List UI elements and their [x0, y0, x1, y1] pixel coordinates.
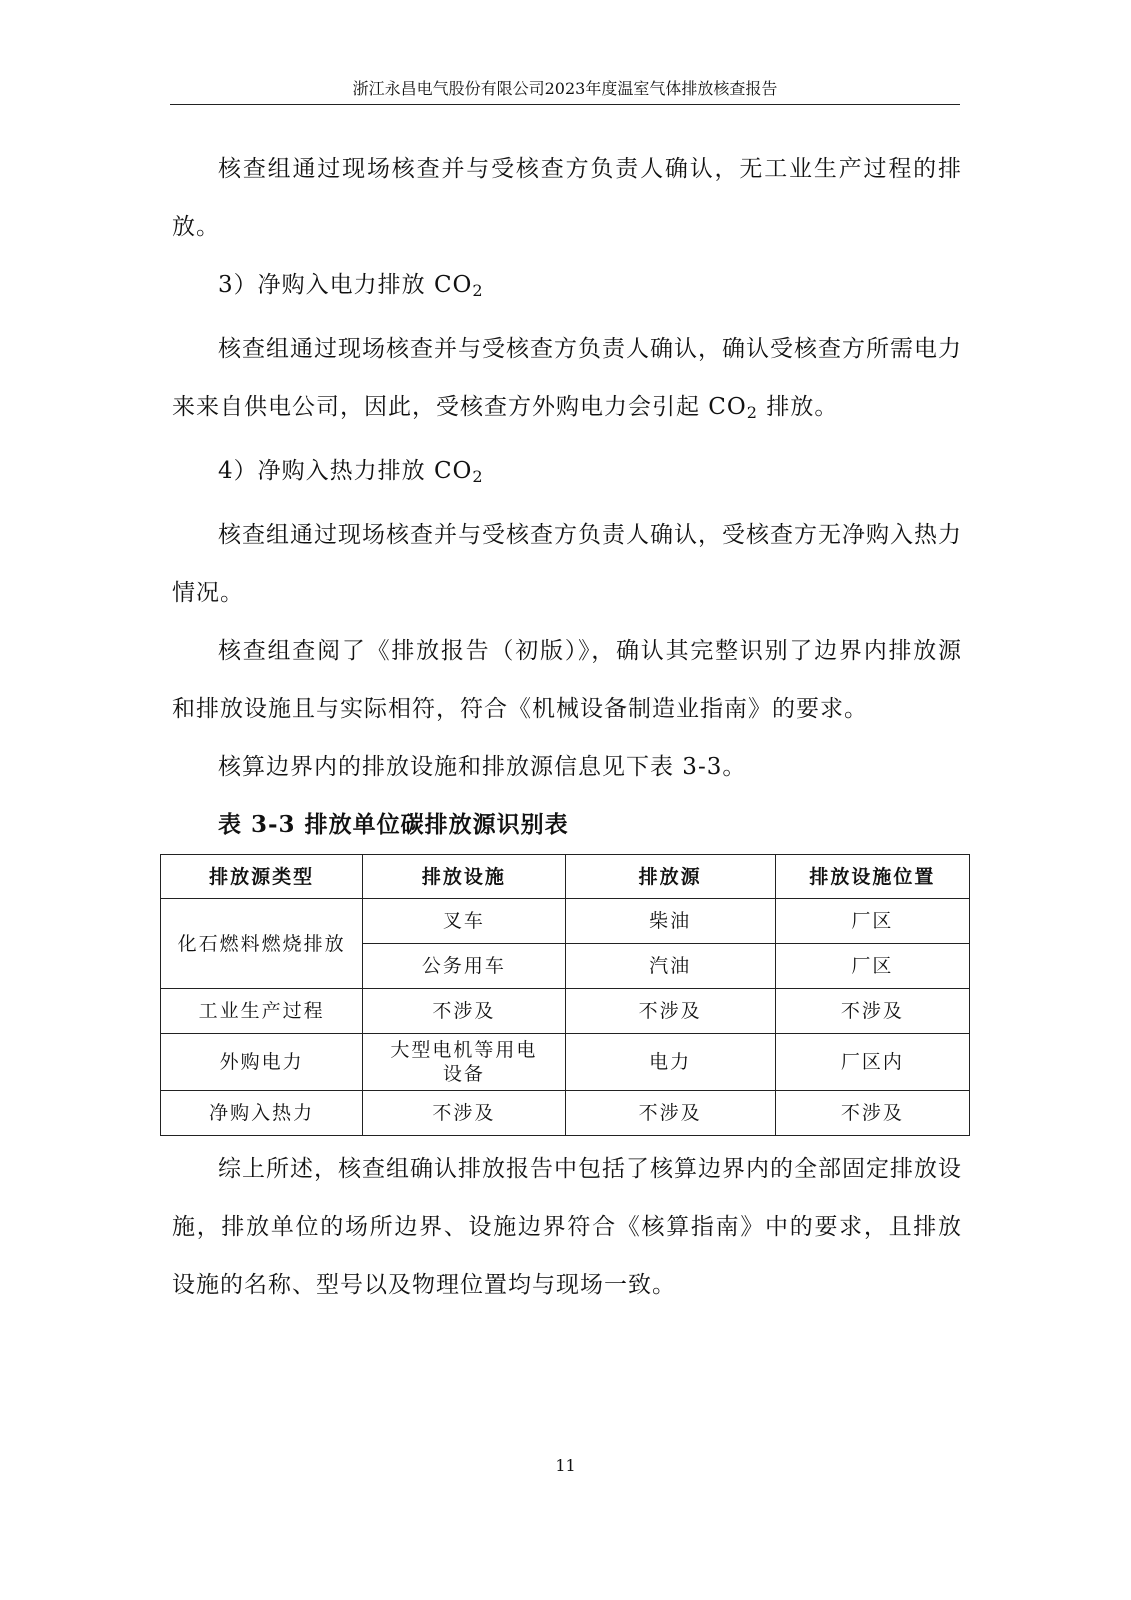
table-cell: 柴油 — [565, 899, 775, 944]
page-number: 11 — [555, 1456, 576, 1475]
paragraph: 核查组通过现场核查并与受核查方负责人确认，确认受核查方所需电力来来自供电公司，因此，受核查方外购电力会引起 $CO_2$ 排放。 — [172, 336, 962, 423]
table-cell: 电力 — [565, 1034, 775, 1091]
paragraph: 综上所述，核查组确认排放报告中包括了核算边界内的全部固定排放设施，排放单位的场所边界、设施边界符合《核算指南》中的要求，且排放设施的名称、型号以及物理位置均与现场一致。 — [172, 1156, 962, 1299]
emission-source-table — [160, 854, 970, 1136]
table-row — [161, 989, 970, 1034]
table-cell: 工业生产过程 — [161, 989, 363, 1034]
table-cell: 不涉及 — [775, 1091, 969, 1136]
section-heading-electricity: 3）净购入电力排放 $CO_2$ — [218, 272, 484, 301]
table-row — [161, 899, 970, 944]
table-cell: 厂区 — [775, 899, 969, 944]
table-cell: 不涉及 — [565, 989, 775, 1034]
table-row — [161, 1091, 970, 1136]
paragraph: 核查组通过现场核查并与受核查方负责人确认，无工业生产过程的排放。 — [172, 156, 962, 240]
section-heading-heat: 4）净购入热力排放 $CO_2$ — [218, 458, 484, 487]
table-row — [161, 1034, 970, 1091]
column-header: 排放源 — [565, 855, 775, 899]
column-header: 排放设施 — [363, 855, 565, 899]
page-header: 浙江永昌电气股份有限公司2023年度温室气体排放核查报告 — [352, 79, 778, 98]
table-header-row — [161, 855, 970, 899]
table-cell: 公务用车 — [363, 944, 565, 989]
document-body — [172, 140, 962, 1314]
table-cell: 不涉及 — [363, 989, 565, 1034]
table-cell: 外购电力 — [161, 1034, 363, 1091]
table-cell: 大型电机等用电设备 — [363, 1034, 565, 1091]
header-divider — [170, 104, 960, 105]
table-cell: 厂区内 — [775, 1034, 969, 1091]
table-cell: 化石燃料燃烧排放 — [161, 899, 363, 989]
table-cell: 汽油 — [565, 944, 775, 989]
column-header: 排放源类型 — [161, 855, 363, 899]
table-cell: 不涉及 — [565, 1091, 775, 1136]
paragraph: 核查组通过现场核查并与受核查方负责人确认，受核查方无净购入热力情况。 — [172, 522, 962, 607]
table-cell: 不涉及 — [363, 1091, 565, 1136]
table-cell: 不涉及 — [775, 989, 969, 1034]
paragraph: 核算边界内的排放设施和排放源信息见下表 3-3。 — [218, 754, 747, 781]
column-header: 排放设施位置 — [775, 855, 969, 899]
table-cell: 净购入热力 — [161, 1091, 363, 1136]
table-cell: 厂区 — [775, 944, 969, 989]
table-cell: 叉车 — [363, 899, 565, 944]
table-title: 表 3-3 排放单位碳排放源识别表 — [218, 811, 569, 839]
paragraph: 核查组查阅了《排放报告（初版）》，确认其完整识别了边界内排放源和排放设施且与实际相符，符合《机械设备制造业指南》的要求。 — [172, 638, 962, 723]
